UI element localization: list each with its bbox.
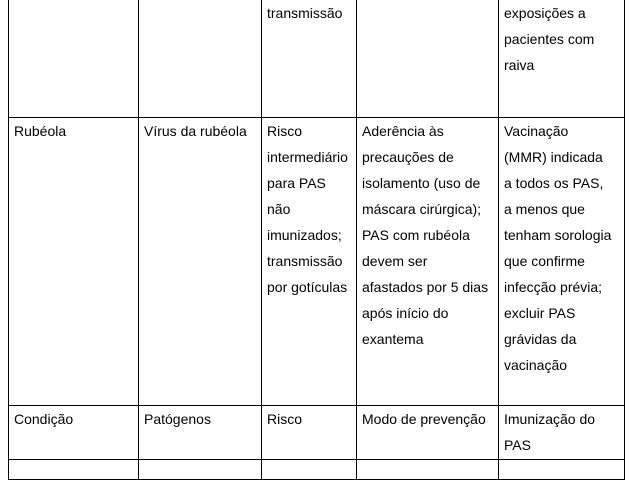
condition-text: Rubéola: [14, 123, 67, 139]
table-cell: [499, 0, 625, 118]
header-cell-prevention: [357, 406, 499, 460]
header-text: Modo de prevenção: [362, 411, 486, 427]
table-cell: [357, 460, 499, 480]
header-cell-risk: [262, 406, 357, 460]
immunization-text: Vacinação (MMR) indicada a todos os PAS, a menos que tenham sorologia que confirme infecção prévia; excluir PAS grávidas da vacinação: [504, 123, 612, 373]
table-row-rubeola: [9, 118, 625, 406]
table-cell: [139, 0, 262, 118]
guideline-table: [8, 0, 625, 480]
table-cell: [9, 460, 139, 480]
table-row-next: [9, 460, 625, 480]
table-cell: [9, 0, 139, 118]
condition-cell: [9, 118, 139, 406]
pathogen-cell: [139, 118, 262, 406]
risk-cell: [262, 118, 357, 406]
pathogen-text: Vírus da rubéola: [144, 123, 247, 139]
header-cell-pathogens: [139, 406, 262, 460]
table-cell: [262, 0, 357, 118]
table-cell: [357, 0, 499, 118]
risk-text: Risco intermediário para PAS não imunizados; transmissão por gotículas: [267, 123, 348, 295]
header-text: Imunização do PAS: [504, 411, 596, 453]
header-cell-immunization: [499, 406, 625, 460]
cell-text: exposições a pacientes com raiva: [504, 5, 595, 73]
table-cell: [262, 460, 357, 480]
prevention-text: Aderência às precauções de isolamento (uso de máscara cirúrgica); PAS com rubéola devem ser afastados por 5 dias após início do exantema: [362, 123, 489, 347]
immunization-cell: [499, 118, 625, 406]
cell-text: transmissão: [267, 5, 343, 21]
table-row-continuation: [9, 0, 625, 118]
table-cell: [499, 460, 625, 480]
header-text: Risco: [267, 411, 303, 427]
prevention-cell: [357, 118, 499, 406]
header-text: Condição: [14, 411, 74, 427]
header-cell-condition: [9, 406, 139, 460]
table-cell: [139, 460, 262, 480]
table-header-row: [9, 406, 625, 460]
header-text: Patógenos: [144, 411, 211, 427]
